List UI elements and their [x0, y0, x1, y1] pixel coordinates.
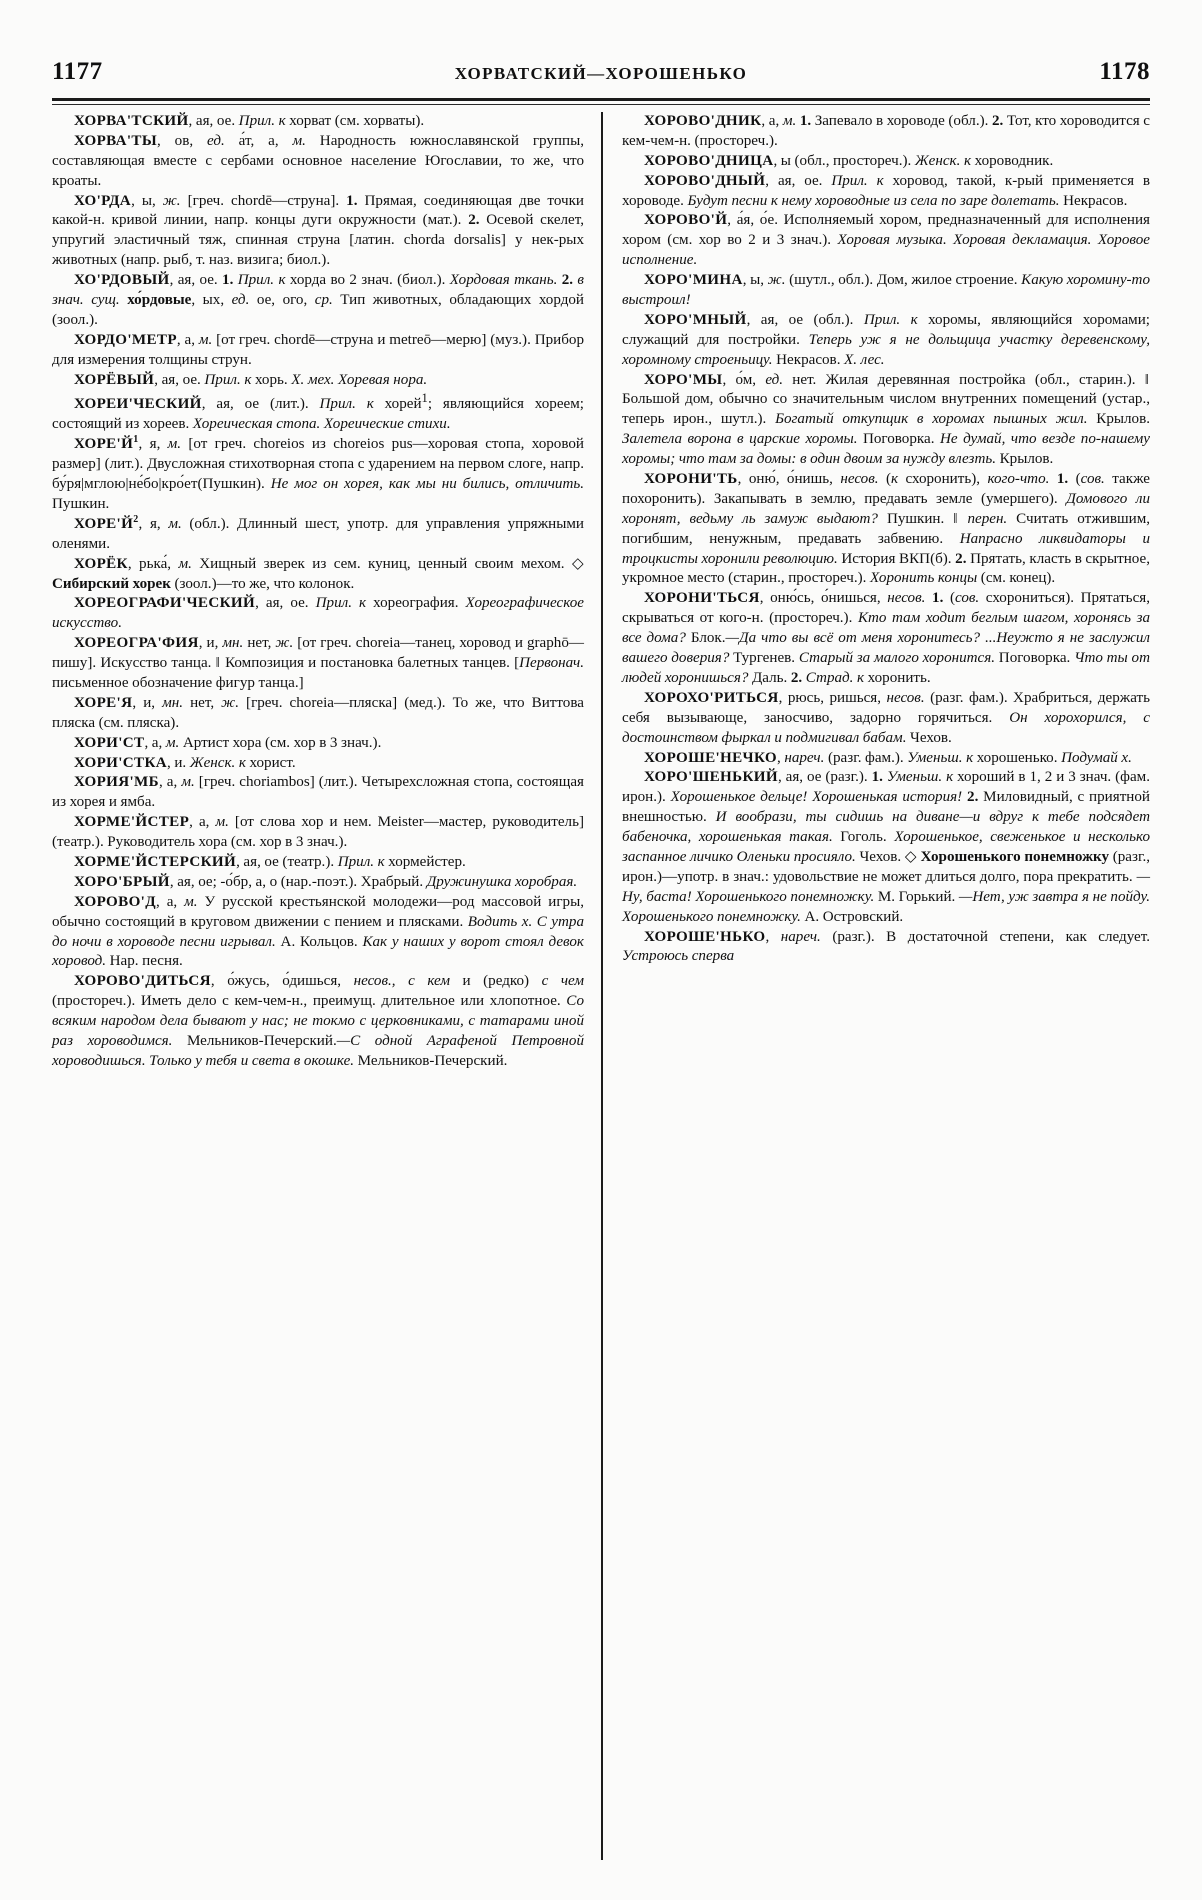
dictionary-entry: ХО'РДА, ы, ж. [греч. chordē—струна]. 1. Прямая, соединяющая две точки какой-н. кривой линии, напр. концы дуги окружности (мат.). 2. Осевой скелет, упругий эластичный тяж, спинная струна [латин. chorda dorsalis] у нек-рых животных (напр. рыб, т. наз. визига; биол.).	[52, 192, 584, 269]
dictionary-entry: ХОРВА'ТЫ, ов, ед. а́т, а, м. Народность южнославянской группы, составляющая вместе с сербами основное население Югославии, то же, что кроаты.	[52, 132, 584, 189]
dictionary-entry: ХОРЕОГРАФИ'ЧЕСКИЙ, ая, ое. Прил. к хореография. Хореографическое искусство.	[52, 595, 584, 632]
dictionary-entry: ХОРОВО'Й, а́я, о́е. Исполняемый хором, предназначенный для исполнения хором (см. хор во 2 и 3 знач.). Хоровая музыка. Хоровая декламация. Хоровое исполнение.	[622, 212, 1150, 269]
column-left	[52, 112, 601, 1860]
dictionary-entry: ХОРМЕ'ЙСТЕРСКИЙ, ая, ое (театр.). Прил. к хормейстер.	[74, 853, 466, 870]
dictionary-entry: ХОРОНИ'ТЬСЯ, оню́сь, о́нишься, несов. 1. (сов. схорониться). Прятаться, скрываться от кого-н. (простореч.). Кто там ходит беглым шагом, хоронясь за все дома? Блок.—Да что вы всё от меня хоронитесь? ...Неужто я не заслужил вашего доверия? Тургенев. Старый за малого хоронится. Поговорка. Что ты от людей хоронишься? Даль. 2. Страд. к хоронить.	[622, 590, 1151, 686]
running-head	[52, 58, 1150, 98]
dictionary-entry: ХОРОШЕ'НЕЧКО, нареч. (разг. фам.). Уменьш. к хорошенько. Подумай х.	[644, 749, 1132, 766]
dictionary-entry: ХОРО'ШЕНЬКИЙ, ая, ое (разг.). 1. Уменьш. к хороший в 1, 2 и 3 знач. (фам. ирон.). Хорошенькое дельце! Хорошенькая история! 2. Миловидный, с приятной внешностью. И вообрази, ты сидишь на диване—и вдруг к тебе подсядет бабеночка, хорошенькая такая. Гоголь. Хорошенькое, свеженькое и несколько заспанное личико Оленьки просияло. Чехов. ◇ Хорошенького понемножку (разг., ирон.)—употр. в знач.: удовольствие не может длиться долго, пора прекратить. — Ну, баста! Хорошенького понемножку. М. Горький. —Нет, уж завтра я не пойду. Хорошенького понемножку. А. Островский.	[622, 769, 1151, 925]
dictionary-entry: $ХОРЕ'Й^1$, я, м. [от греч. choreios из choreios pus—хоровая стопа, хоровой размер] (лит.). Двусложная стихотворная стопа с ударением на первом слоге, напр. бу́ря|мглою|не́бо|кро́ет(Пушкин). Не мог он хорея, как мы ни бились, отличить. Пушкин.	[52, 434, 584, 512]
dictionary-entry: ХОРО'МНЫЙ, ая, ое (обл.). Прил. к хоромы, являющийся хоромами; служащий для постройки. Теперь уж я не дольщица участку деревенскому, хоромному строеньицу. Некрасов. Х. лес.	[622, 311, 1150, 368]
dictionary-entry: ХОРДО'МЕТР, а, м. [от греч. chordē—струна и metreō—мерю] (муз.). Прибор для измерения толщины струн.	[52, 331, 584, 368]
dictionary-entry: ХОРИ'СТ, а, м. Артист хора (см. хор в 3 знач.).	[74, 734, 382, 751]
dictionary-entry: ХОРИ'СТКА, и. Женск. к хорист.	[74, 754, 296, 771]
dictionary-entry: ХОРО'БРЫЙ, ая, ое; -о́бр, а, о (нар.-поэт.). Храбрый. Дружинушка хоробрая.	[74, 873, 578, 890]
running-title: ХОРВАТСКИЙ—ХОРОШЕНЬКО	[454, 64, 748, 83]
dictionary-entry: ХОРЁВЫЙ, ая, ое. Прил. к хорь. Х. мех. Хоревая нора.	[74, 371, 428, 388]
dictionary-entry: ХОРОНИ'ТЬ, оню́, о́нишь, несов. (к схоронить), кого-что. 1. (сов. также похоронить). Закапывать в землю, предавать земле (умершего). Домового ли хоронят, ведьму ль замуж выдают? Пушкин. ‖ перен. Считать отжившим, погибшим, ненужным, предавать забвению. Напрасно ликвидаторы и троцкисты хоронили революцию. История ВКП(б). 2. Прятать, класть в скрытное, укромное место (старин., простореч.). Хоронить концы (см. конец).	[622, 471, 1151, 587]
column-container	[52, 112, 1150, 1860]
dictionary-entry: ХОРОВО'Д, а, м. У русской крестьянской молодежи—род массовой игры, обычно состоящий в круговом движении с пением и плясками. Водить х. С утра до ночи в хороводе песни игрывал. А. Кольцов. Как у наших у ворот стоял девок хоровод. Нар. песня.	[52, 893, 584, 970]
dictionary-entry: ХОРИЯ'МБ, а, м. [греч. choriambos] (лит.). Четырехсложная стопа, состоящая из хорея и ямба.	[52, 774, 584, 811]
dictionary-entry: ХОРЕИ'ЧЕСКИЙ, ая, ое (лит.). Прил. к хорей$^1$; являющийся хореем; состоящий из хореев. Хореическая стопа. Хореические стихи.	[52, 391, 585, 433]
header-rule-thin	[52, 104, 1150, 105]
dictionary-entry: ХОРЕОГРА'ФИЯ, и, мн. нет, ж. [от греч. choreia—танец, хоровод и graphō—пишу]. Искусство танца. ‖ Композиция и постановка балетных танцев. [Первонач. письменное обозначение фигур танца.]	[52, 635, 584, 691]
dictionary-entry: ХОРОВО'ДНИК, а, м. 1. Запевало в хороводе (обл.). 2. Тот, кто хороводится с кем-чем-н. (простореч.).	[622, 113, 1151, 149]
header-rule-thick	[52, 98, 1150, 101]
dictionary-entry: ХОРОВО'ДНИЦА, ы (обл., простореч.). Женск. к хороводник.	[644, 152, 1054, 169]
folio-left: 1177	[52, 58, 103, 85]
dictionary-entry: ХОРОВО'ДНЫЙ, ая, ое. Прил. к хоровод, такой, к-рый применяется в хороводе. Будут песни к нему хороводные из села по заре долетать. Некрасов.	[622, 172, 1151, 209]
column-right	[601, 112, 1150, 1860]
dictionary-entry: ХО'РДОВЫЙ, ая, ое. 1. Прил. к хорда во 2 знач. (биол.). Хордовая ткань. 2. в знач. сущ. хо́рдовые, ых, ед. ое, ого, ср. Тип животных, обладающих хордой (зоол.).	[52, 272, 584, 328]
dictionary-entry: ХОРОВО'ДИТЬСЯ, о́жусь, о́дишься, несов., с кем и (редко) с чем (простореч.). Иметь дело с кем-чем-н., преимущ. длительное или хлопотное. Со всяким народом дела бывают у нас; не токмо с церковниками, с татарами иной раз хороводимся. Мельников-Печерский.—С одной Аграфеной Петровной хороводишься. Только у тебя и света в окошке. Мельников-Печерский.	[52, 973, 584, 1069]
dictionary-entry: ХОРЁК, рька́, м. Хищный зверек из сем. куниц, ценный своим мехом. ◇ Сибирский хорек (зоол.)—то же, что колонок.	[52, 555, 584, 592]
dictionary-entry: ХОРО'МИНА, ы, ж. (шутл., обл.). Дом, жилое строение. Какую хоромину-то выстроил!	[622, 272, 1151, 309]
dictionary-entry: $ХОРЕ'Й^2$, я, м. (обл.). Длинный шест, употр. для управления упряжными оленями.	[52, 513, 584, 552]
dictionary-entry: ХОРОШЕ'НЬКО, нареч. (разг.). В достаточной степени, как следует. Устроюсь сперва	[622, 928, 1150, 965]
dictionary-entry: ХОРОХО'РИТЬСЯ, рюсь, ришься, несов. (разг. фам.). Храбриться, держать себя вызывающе, заносчиво, задорно горячиться. Он хорохорился, с достоинством фыркал и подмигивал бабам. Чехов.	[622, 689, 1150, 746]
dictionary-entry: ХОРО'МЫ, о́м, ед. нет. Жилая деревянная постройка (обл., старин.). ‖ Большой дом, обычно со значительным числом внутренних помещений (устар., теперь ирон., шутл.). Богатый откупщик в хоромах пышных жил. Крылов. Залетела ворона в царские хоромы. Поговорка. Не думай, что везде по-нашему хоромы; что там за домы: в один двоим за нужду влезть. Крылов.	[622, 371, 1151, 468]
dictionary-entry: ХОРМЕ'ЙСТЕР, а, м. [от слова хор и нем. Meister—мастер, руководитель] (театр.). Руководитель хора (см. хор в 3 знач.).	[52, 814, 584, 851]
dictionary-entry: ХОРЕ'Я, и, мн. нет, ж. [греч. choreia—пляска] (мед.). То же, что Виттова пляска (см. пляска).	[52, 694, 584, 731]
dictionary-entry: ХОРВА'ТСКИЙ, ая, ое. Прил. к хорват (см. хорваты).	[74, 113, 425, 129]
folio-right: 1178	[1099, 58, 1150, 85]
